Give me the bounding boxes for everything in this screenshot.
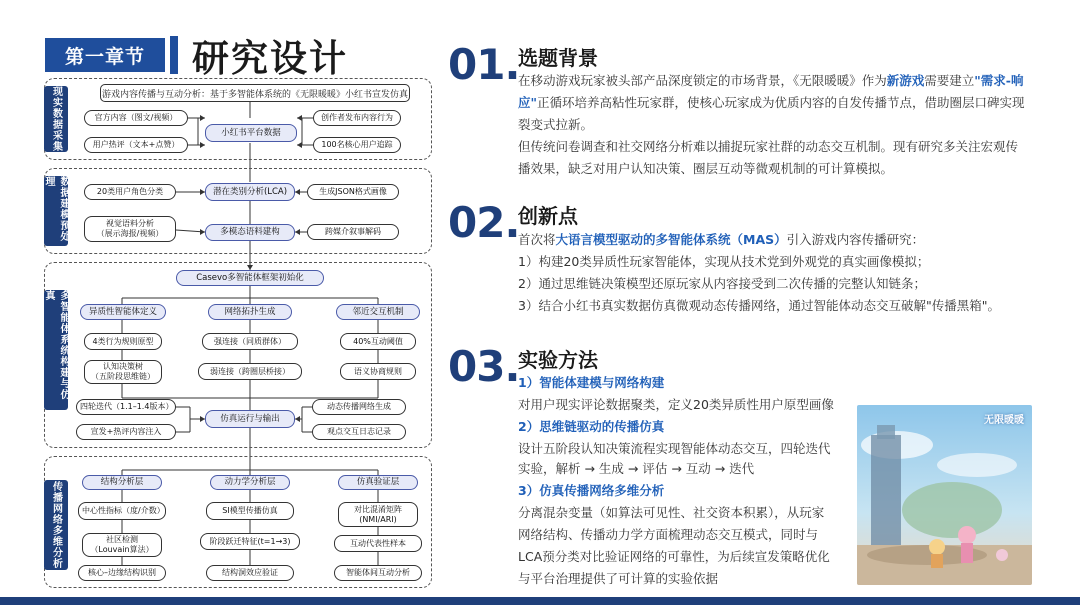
node-visual-corpus-line2: （展示海报/视频）	[96, 229, 164, 238]
node-official-content: 官方内容（图文/视频）	[84, 110, 188, 126]
background-paragraph-2: 但传统问卷调查和社交网络分析难以捕捉玩家社群的动态交互机制。现有研究多关注宏观传播效果，缺乏对用户认知决策、圈层互动等微观机制的可计算模拟。	[518, 139, 1019, 176]
node-crossmedia: 跨媒介叙事解码	[307, 224, 399, 240]
label-data-collection: 现实数据采集	[44, 86, 68, 152]
node-decision-tree-line2: （五阶段思维链）	[91, 372, 155, 381]
bottom-bar	[0, 597, 1080, 605]
highlight-new-game: 新游戏	[886, 73, 925, 88]
method-text-3c: LCA预分类对比验证网络的可靠性，为后续宣发策略优化	[518, 549, 830, 564]
method-text-2b: 实验，解析 → 生成 → 评估 → 互动 → 迭代	[518, 461, 755, 476]
background-text-c: 正循环培养高粘性玩家群，使核心玩家成为优质内容的自发传播节点，借助圈层口碑实现裂变式拉新。	[518, 95, 1025, 132]
method-heading-3: 3）仿真传播网络多维分析	[518, 483, 665, 498]
page-title: 研究设计	[192, 37, 348, 80]
node-lca: 潜在类别分析(LCA)	[205, 183, 295, 201]
node-community-detection-line2: （Louvain算法）	[90, 545, 154, 554]
section-number-02: 02.	[448, 198, 520, 247]
method-text-3a: 分离混杂变量（如算法可见性、社交资本积累），从玩家	[518, 505, 825, 520]
title-accent-bar	[170, 36, 178, 74]
flowchart-title: 游戏内容传播与互动分析：基于多智能体系统的《无限暖暖》小红书宣发仿真	[100, 84, 410, 102]
node-confusion-matrix-line1: 对比混淆矩阵	[354, 504, 402, 514]
node-neighbor-interaction: 邻近交互机制	[336, 304, 420, 320]
node-community-detection-line1: 社区检测	[106, 535, 138, 544]
method-text-3b: 网络结构、传播动力学方面梳理动态交互模式，同时与	[518, 527, 819, 542]
node-validation-layer: 仿真验证层	[338, 475, 418, 490]
background-text-a: 在移动游戏玩家被头部产品深度锁定的市场背景，《无限暖暖》作为	[518, 73, 887, 88]
node-interaction-log: 观点交互日志记录	[312, 424, 406, 440]
node-four-iterations: 四轮迭代（1.1–1.4版本）	[76, 399, 176, 415]
section-title-method: 实验方法	[518, 348, 598, 372]
node-dynamics-layer: 动力学分析层	[210, 475, 290, 490]
method-heading-2: 2）思维链驱动的传播仿真	[518, 419, 665, 434]
node-simulation-run: 仿真运行与输出	[205, 410, 295, 428]
node-visual-corpus	[84, 216, 176, 242]
node-structural-holes: 结构洞效应验证	[206, 565, 294, 581]
node-structure-layer: 结构分析层	[82, 475, 162, 490]
label-mas-simulation: 多智能体系统构建与仿真	[44, 290, 68, 410]
node-weak-ties: 弱连接（跨圈层桥接）	[198, 363, 302, 380]
node-phase-transition: 阶段跃迁特征(t=1→3)	[200, 533, 300, 550]
node-visual-corpus-line1: 视觉语料分析	[106, 219, 154, 228]
node-creator-behavior: 创作者发布内容行为	[313, 110, 401, 126]
method-text-2a: 设计五阶段认知决策流程实现智能体动态交互，四轮迭代	[518, 441, 831, 456]
node-multimodal-corpus: 多模态语料建构	[205, 224, 295, 241]
highlight-mas: 大语言模型驱动的多智能体系统（MAS）	[555, 232, 787, 247]
section-title-background: 选题背景	[518, 46, 598, 70]
game-screenshot-image	[857, 405, 1032, 585]
node-casevo-init: Casevo多智能体框架初始化	[176, 270, 324, 286]
node-confusion-matrix-line2: (NMI/ARI)	[359, 514, 397, 524]
section-number-01: 01.	[448, 40, 520, 89]
node-agent-interaction: 智能体间互动分析	[334, 565, 422, 581]
node-decision-tree	[84, 360, 162, 384]
node-core-periphery: 核心–边缘结构识别	[78, 565, 166, 581]
innovation-intro-a: 首次将	[518, 232, 556, 247]
node-representative-samples: 互动代表性样本	[334, 535, 422, 552]
node-core-users: 100名核心用户追踪	[313, 137, 401, 153]
node-semantic-rules: 语义协商规则	[340, 363, 416, 380]
innovation-item-1: 1）构建20类异质性玩家智能体，实现从技术党到外观党的真实画像模拟；	[518, 254, 930, 269]
innovation-intro-b: 引入游戏内容传播研究：	[786, 232, 925, 247]
label-network-analysis: 传播网络多维分析	[44, 480, 68, 570]
method-text-3d: 与平台治理提供了可计算的实验依据	[518, 571, 719, 586]
background-text-b: 需要建立	[924, 73, 975, 88]
game-logo: 无限暖暖	[984, 415, 1024, 426]
innovation-intro	[518, 229, 1030, 251]
node-interaction-threshold: 40%互动阈值	[340, 333, 416, 350]
method-text-1: 对用户现实评论数据聚类，定义20类异质性用户原型画像	[518, 397, 834, 412]
node-decision-tree-line1: 认知决策树	[103, 362, 143, 371]
chapter-badge: 第一章节	[45, 38, 165, 72]
node-strong-ties: 强连接（同质群体）	[202, 333, 298, 350]
section-title-innovation: 创新点	[518, 204, 578, 228]
section-number-03: 03.	[448, 342, 520, 391]
node-user-comments: 用户热评（文本+点赞）	[84, 137, 188, 153]
game-scene-illustration	[857, 405, 1032, 585]
node-content-injection: 宣发+热评内容注入	[76, 424, 176, 440]
method-heading-1: 1）智能体建模与网络构建	[518, 375, 665, 390]
node-json-profile: 生成JSON格式画像	[307, 184, 399, 200]
node-confusion-matrix	[338, 502, 418, 527]
background-paragraph-1	[518, 70, 1030, 136]
node-centrality: 中心性指标（度/介数）	[78, 502, 166, 520]
node-agent-definition: 异质性智能体定义	[80, 304, 166, 320]
innovation-item-3: 3）结合小红书真实数据仿真微观动态传播网络，通过智能体动态交互破解"传播黑箱"。	[518, 298, 1000, 313]
node-behavior-rules: 4类行为规则原型	[84, 333, 162, 350]
node-community-detection	[82, 533, 162, 557]
highlight-demand-response: "需求-响应"	[518, 73, 1024, 110]
node-user-roles: 20类用户角色分类	[84, 184, 176, 200]
innovation-item-2: 2）通过思维链决策模型还原玩家从内容接受到二次传播的完整认知链条；	[518, 276, 926, 291]
node-dynamic-network: 动态传播网络生成	[312, 399, 406, 415]
node-xhs-platform: 小红书平台数据	[205, 124, 297, 142]
label-data-modeling: 数据建模预处理	[44, 176, 68, 246]
node-si-model: SI模型传播仿真	[206, 502, 294, 520]
node-network-topology: 网络拓扑生成	[208, 304, 292, 320]
